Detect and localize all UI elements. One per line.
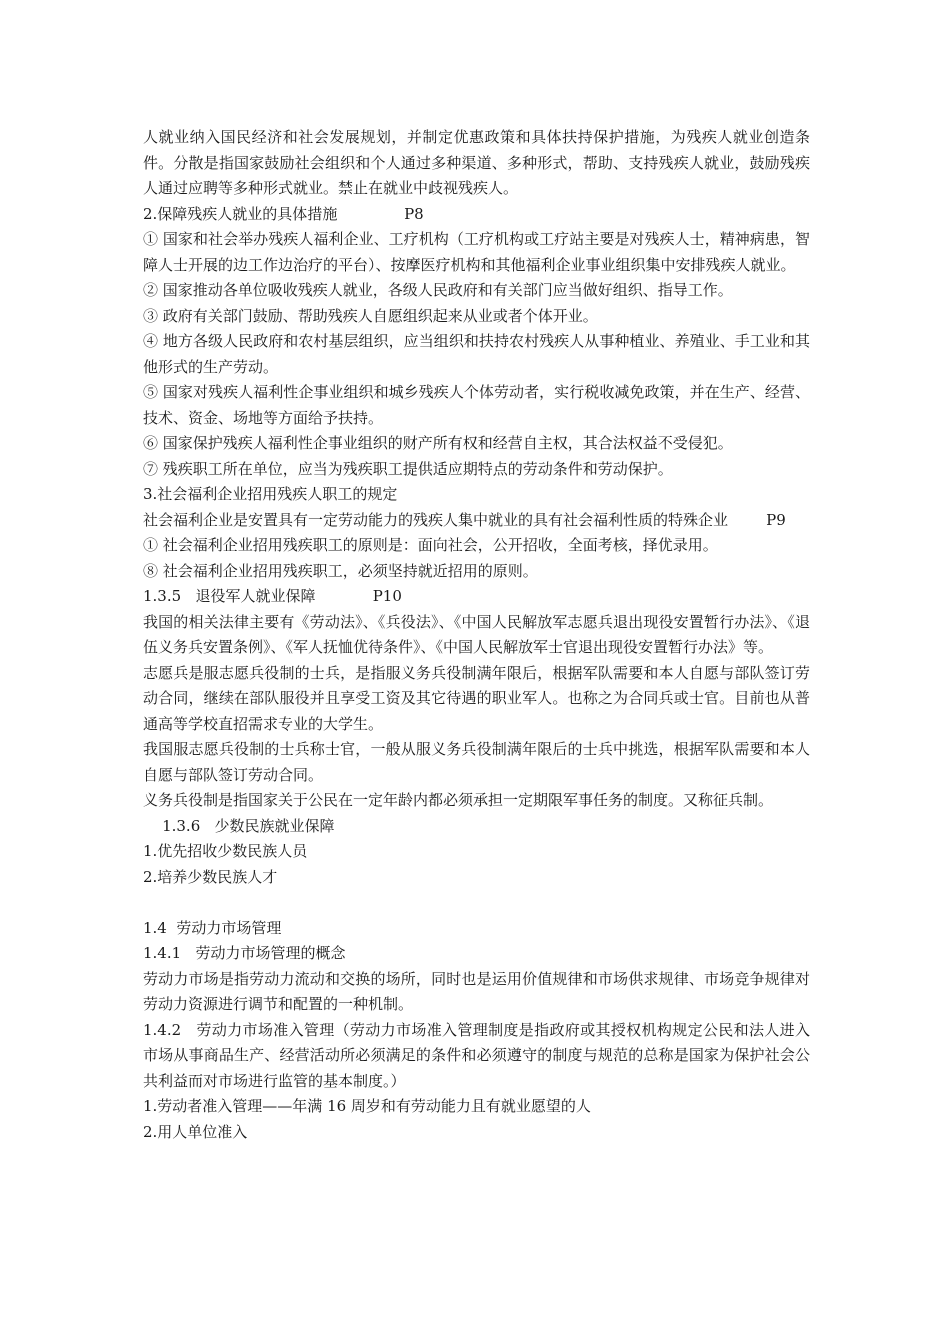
list-item-measure-3: ③ 政府有关部门鼓励、帮助残疾人自愿组织起来从业或者个体开业。 [143, 306, 598, 325]
paragraph-compulsory-service: 义务兵役制是指国家关于公民在一定年龄内都必须承担一定期限军事任务的制度。又称征兵制。 [143, 791, 774, 809]
paragraph-related-laws: 我国的相关法律主要有《劳动法》、《兵役法》、《中国人民解放军志愿兵退出现役安置暂行办法》、《退伍义务兵安置条例》、《军人抚恤优待条件》、《中国人民解放军士官退出现役安置暂行办法》等。 [143, 612, 810, 656]
heading-section-1-4-2: 1.4.2 劳动力市场准入管理（劳动力市场准入管理制度是指政府或其授权机构规定公民和法人进入市场从事商品生产、经营活动所必须满足的条件和必须遵守的制度与规范的总称是国家为保护社会公共利益而对市场进行监管的基本制度。） [143, 1020, 810, 1090]
heading-section-1-4: 1.4 劳动力市场管理 [143, 918, 282, 937]
heading-section-1-3-5: 1.3.5 退役军人就业保障 P10 [143, 587, 402, 605]
list-item-measure-6: ⑥ 国家保护残疾人福利性企事业组织的财产所有权和经营自主权，其合法权益不受侵犯。 [143, 434, 733, 452]
list-item-measure-1: ① 国家和社会举办残疾人福利企业、工疗机构（工疗机构或工疗站主要是对残疾人士，精神病患，智障人士开展的边工作边治疗的平台）、按摩医疗机构和其他福利企业事业组织集中安排残疾人就业。 [143, 230, 810, 274]
paragraph-disabled-employment-policy: 人就业纳入国民经济和社会发展规划，并制定优惠政策和具体扶持保护措施，为残疾人就业创造条件。分散是指国家鼓励社会组织和个人通过多种渠道、多种形式，帮助、支持残疾人就业，鼓励残疾人通过应聘等多种形式就业。禁止在就业中歧视残疾人。 [143, 128, 810, 197]
paragraph-labor-market-definition: 劳动力市场是指劳动力流动和交换的场所，同时也是运用价值规律和市场供求规律、市场竞争规律对劳动力资源进行调节和配置的一种机制。 [143, 969, 810, 1013]
list-item-measure-5: ⑤ 国家对残疾人福利性企事业组织和城乡残疾人个体劳动者，实行税收减免政策，并在生产、经营、技术、资金、场地等方面给予扶持。 [143, 383, 810, 427]
list-item-welfare-rule-2: ⑧ 社会福利企业招用残疾职工，必须坚持就近招用的原则。 [143, 561, 538, 580]
list-item-access-1: 1.劳动者准入管理——年满 16 周岁和有劳动能力且有就业愿望的人 [143, 1097, 591, 1115]
list-item-minority-2: 2.培养少数民族人才 [143, 867, 278, 886]
list-item-measure-4: ④ 地方各级人民政府和农村基层组织，应当组织和扶持农村残疾人从事种植业、养殖业、手工业和其他形式的生产劳动。 [143, 332, 810, 376]
heading-section-1-3-6: 1.3.6 少数民族就业保障 [143, 816, 335, 835]
heading-welfare-enterprise-rules: 3.社会福利企业招用残疾人职工的规定 [143, 485, 398, 503]
blank-line [143, 890, 810, 916]
paragraph-volunteer-soldier: 志愿兵是服志愿兵役制的士兵，是指服义务兵役制满年限后，根据军队需要和本人自愿与部队签订劳动合同，继续在部队服役并且享受工资及其它待遇的职业军人。也称之为合同兵或士官。目前也从普通高等学校直招需求专业的大学生。 [143, 663, 810, 733]
list-item-measure-7: ⑦ 残疾职工所在单位，应当为残疾职工提供适应期特点的劳动条件和劳动保护。 [143, 459, 673, 478]
paragraph-welfare-enterprise-definition: 社会福利企业是安置具有一定劳动能力的残疾人集中就业的具有社会福利性质的特殊企业 P9 [143, 510, 786, 529]
list-item-access-2: 2.用人单位准入 [143, 1122, 248, 1141]
heading-section-1-4-1: 1.4.1 劳动力市场管理的概念 [143, 944, 346, 962]
list-item-welfare-rule-1: ① 社会福利企业招用残疾职工的原则是：面向社会，公开招收，全面考核，择优录用。 [143, 536, 718, 554]
list-item-measure-2: ② 国家推动各单位吸收残疾人就业，各级人民政府和有关部门应当做好组织、指导工作。 [143, 281, 733, 299]
list-item-minority-1: 1.优先招收少数民族人员 [143, 842, 308, 860]
paragraph-sergeant: 我国服志愿兵役制的士兵称士官，一般从服义务兵役制满年限后的士兵中挑选，根据军队需要和本人自愿与部队签订劳动合同。 [143, 740, 810, 784]
heading-disabled-employment-measures: 2.保障残疾人就业的具体措施 P8 [143, 204, 424, 223]
